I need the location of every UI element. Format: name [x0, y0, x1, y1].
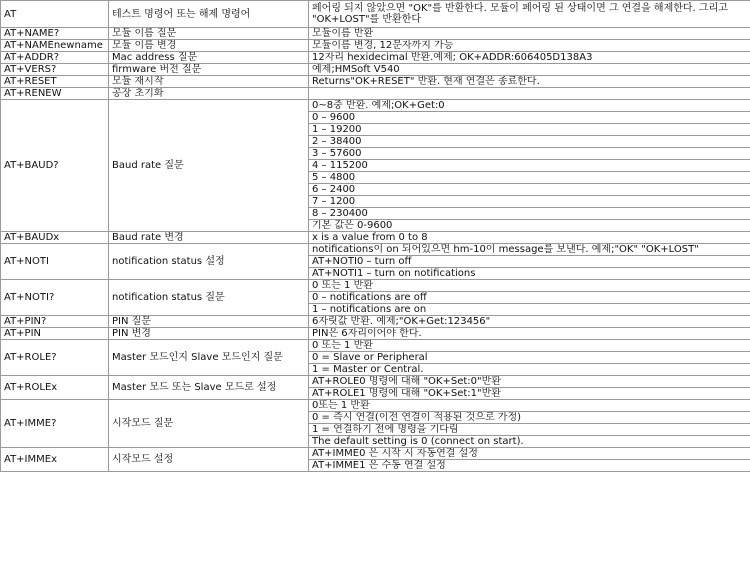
table-row: [1, 88, 750, 100]
command-cell: AT+RENEW: [1, 88, 109, 100]
detail-cell: 페어링 되지 않았으면 "OK"를 반환한다. 모듈이 페어링 된 상태이면 그 연결을 해제한다. 그리고 "OK+LOST"를 반환한다: [309, 1, 750, 28]
command-cell: AT+BAUDx: [1, 232, 109, 244]
description-cell: PIN 변경: [109, 328, 309, 340]
detail-cell: 8 – 230400: [309, 208, 750, 220]
table-row: [1, 400, 750, 412]
detail-cell: 0또는 1 반환: [309, 400, 750, 412]
command-cell: AT+NOTI?: [1, 280, 109, 316]
command-cell: AT+NOTI: [1, 244, 109, 280]
table-row: [1, 448, 750, 460]
command-cell: AT: [1, 1, 109, 28]
description-cell: 모듈 이름 변경: [109, 40, 309, 52]
detail-cell: 6자릿값 반환. 예제;"OK+Get:123456": [309, 316, 750, 328]
detail-cell: notifications이 on 되어있으면 hm-10이 message를 보낸다. 예제;"OK" "OK+LOST": [309, 244, 750, 256]
description-cell: firmware 버전 질문: [109, 64, 309, 76]
description-cell: 모듈 이름 질문: [109, 28, 309, 40]
detail-cell: 1 – notifications are on: [309, 304, 750, 316]
detail-cell: 7 – 1200: [309, 196, 750, 208]
command-cell: AT+VERS?: [1, 64, 109, 76]
detail-cell: Returns"OK+RESET" 반환. 현재 연결은 종료한다.: [309, 76, 750, 88]
description-cell: 시작모드 질문: [109, 400, 309, 448]
table-row: [1, 376, 750, 388]
table-row: [1, 340, 750, 352]
command-cell: AT+PIN: [1, 328, 109, 340]
description-cell: Baud rate 질문: [109, 100, 309, 232]
table-row: [1, 64, 750, 76]
description-cell: PIN 질문: [109, 316, 309, 328]
detail-cell: 2 – 38400: [309, 136, 750, 148]
detail-cell: 0~8중 반환. 예제;OK+Get:0: [309, 100, 750, 112]
command-cell: AT+PIN?: [1, 316, 109, 328]
description-cell: 테스트 명령어 또는 해제 명령어: [109, 1, 309, 28]
detail-cell: [309, 88, 750, 100]
detail-cell: 0 = 즉시 연결(이전 연결이 적용된 것으로 가정): [309, 412, 750, 424]
table-row: [1, 244, 750, 256]
detail-cell: 3 – 57600: [309, 148, 750, 160]
description-cell: 시작모드 설정: [109, 448, 309, 472]
table-row: [1, 316, 750, 328]
detail-cell: 1 = Master or Central.: [309, 364, 750, 376]
command-cell: AT+RESET: [1, 76, 109, 88]
command-cell: AT+BAUD?: [1, 100, 109, 232]
description-cell: notification status 설정: [109, 244, 309, 280]
table-row: [1, 280, 750, 292]
table-row: [1, 40, 750, 52]
description-cell: Master 모드 또는 Slave 모드로 설정: [109, 376, 309, 400]
detail-cell: 6 – 2400: [309, 184, 750, 196]
detail-cell: AT+NOTI1 – turn on notifications: [309, 268, 750, 280]
detail-cell: AT+IMME0 은 시작 시 자동연결 설정: [309, 448, 750, 460]
description-cell: 공장 초기화: [109, 88, 309, 100]
detail-cell: 예제;HMSoft V540: [309, 64, 750, 76]
detail-cell: 모듈이름 변경, 12문자까지 가능: [309, 40, 750, 52]
table-row: [1, 328, 750, 340]
description-cell: Mac address 질문: [109, 52, 309, 64]
command-cell: AT+ADDR?: [1, 52, 109, 64]
detail-cell: AT+ROLE0 명령에 대해 "OK+Set:0"반환: [309, 376, 750, 388]
detail-cell: AT+IMME1 은 수동 연결 설정: [309, 460, 750, 472]
detail-cell: 기본 값은 0-9600: [309, 220, 750, 232]
detail-cell: AT+ROLE1 명령에 대해 "OK+Set:1"반환: [309, 388, 750, 400]
command-cell: AT+NAMEnewname: [1, 40, 109, 52]
detail-cell: 모듈이름 반환: [309, 28, 750, 40]
detail-cell: x is a value from 0 to 8: [309, 232, 750, 244]
command-cell: AT+IMME?: [1, 400, 109, 448]
command-cell: AT+ROLEx: [1, 376, 109, 400]
table-row: [1, 76, 750, 88]
detail-cell: PIN은 6자리이어야 한다.: [309, 328, 750, 340]
table-row: [1, 28, 750, 40]
table-row: [1, 100, 750, 112]
detail-cell: 1 = 연결하기 전에 명령을 기다림: [309, 424, 750, 436]
detail-cell: 0 = Slave or Peripheral: [309, 352, 750, 364]
command-cell: AT+IMMEx: [1, 448, 109, 472]
table-row: [1, 1, 750, 28]
detail-cell: 5 – 4800: [309, 172, 750, 184]
command-cell: AT+NAME?: [1, 28, 109, 40]
detail-cell: 4 – 115200: [309, 160, 750, 172]
detail-cell: 12자리 hexidecimal 반환.예제; OK+ADDR:606405D138A3: [309, 52, 750, 64]
table-row: [1, 52, 750, 64]
detail-cell: 0 – notifications are off: [309, 292, 750, 304]
detail-cell: 0 또는 1 반환: [309, 280, 750, 292]
description-cell: Master 모드인지 Slave 모드인지 질문: [109, 340, 309, 376]
detail-cell: 0 – 9600: [309, 112, 750, 124]
detail-cell: 0 또는 1 반환: [309, 340, 750, 352]
detail-cell: The default setting is 0 (connect on start).: [309, 436, 750, 448]
table-row: [1, 232, 750, 244]
detail-cell: 1 – 19200: [309, 124, 750, 136]
description-cell: Baud rate 변경: [109, 232, 309, 244]
command-cell: AT+ROLE?: [1, 340, 109, 376]
description-cell: 모듈 재시작: [109, 76, 309, 88]
detail-cell: AT+NOTI0 – turn off: [309, 256, 750, 268]
description-cell: notification status 질문: [109, 280, 309, 316]
